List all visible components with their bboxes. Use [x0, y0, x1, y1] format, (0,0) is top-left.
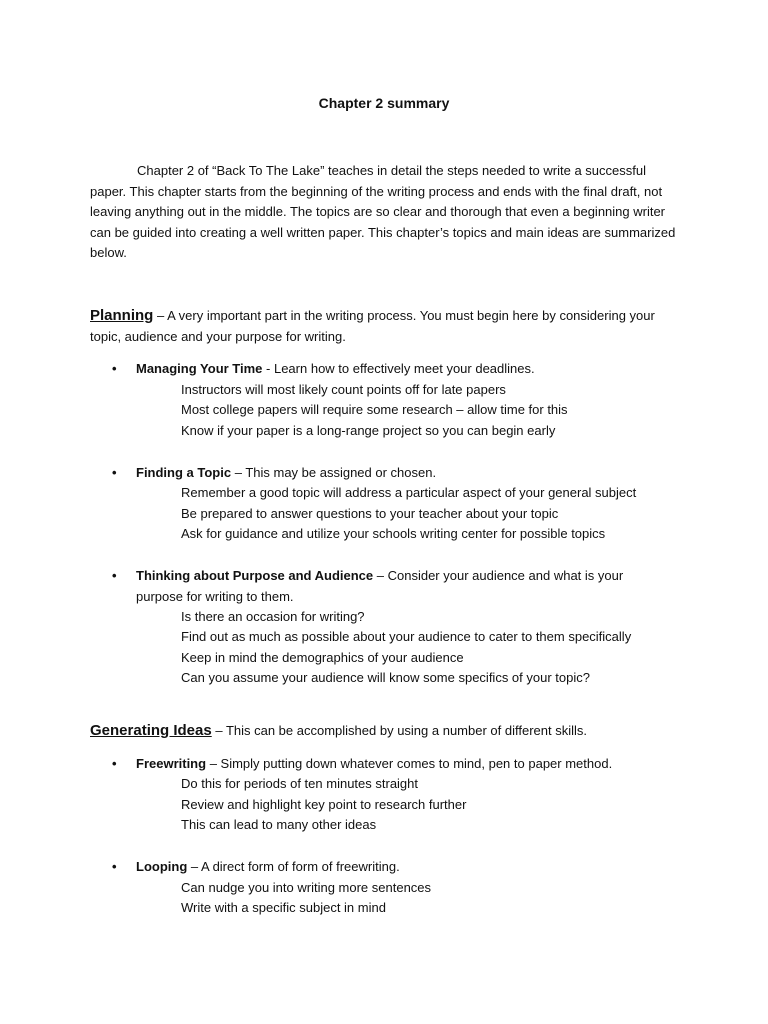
sub-item: Find out as much as possible about your audience to cater to them specifically: [181, 629, 632, 644]
sub-item: This can lead to many other ideas: [181, 817, 377, 832]
bullet-text: – Consider your audience and what is your purpose for writing to them.: [136, 568, 624, 604]
sub-item: Review and highlight key point to research further: [181, 797, 467, 812]
bullet-item: [112, 359, 672, 380]
sub-item: Write with a specific subject in mind: [181, 900, 386, 915]
sub-item: Instructors will most likely count points off for late papers: [181, 382, 506, 397]
sub-item: Ask for guidance and utilize your schools writing center for possible topics: [181, 526, 606, 541]
bullet-label: Finding a Topic: [136, 465, 232, 480]
bullet-label: Thinking about Purpose and Audience: [136, 568, 374, 583]
section-description: – A very important part in the writing process. You must begin here by considering your topic, audience and your purpose for writing.: [90, 308, 655, 344]
bullet-text: – A direct form of form of freewriting.: [187, 859, 400, 874]
sub-item: Is there an occasion for writing?: [181, 609, 365, 624]
bullet-item: [112, 566, 672, 607]
sub-item: Most college papers will require some research – allow time for this: [181, 402, 568, 417]
sub-item: Keep in mind the demographics of your audience: [181, 650, 464, 665]
sub-item: Know if your paper is a long-range project so you can begin early: [181, 423, 556, 438]
bullet-label: Looping: [136, 859, 188, 874]
section-heading: Planning: [90, 307, 154, 324]
bullet-icon: •: [112, 756, 117, 771]
bullet-text: - Learn how to effectively meet your deadlines.: [262, 361, 535, 376]
bullet-icon: •: [112, 465, 117, 480]
bullet-label: Freewriting: [136, 756, 207, 771]
sub-item: Can nudge you into writing more sentences: [181, 880, 432, 895]
bullet-item: [112, 857, 672, 878]
bullet-label: Managing Your Time: [136, 361, 263, 376]
section-generating-ideas: [90, 721, 680, 742]
bullet-item: [112, 463, 672, 484]
section-planning: [90, 306, 680, 347]
sub-item: Can you assume your audience will know some specifics of your topic?: [181, 670, 590, 685]
bullet-icon: •: [112, 361, 117, 376]
bullet-item: [112, 754, 672, 775]
bullet-text: – This may be assigned or chosen.: [231, 465, 437, 480]
intro-paragraph: Chapter 2 of “Back To The Lake” teaches in detail the steps needed to write a successful paper. This chapter starts from the beginning of the writing process and ends with the final draft, not leaving anything out in the middle. The topics are so clear and thorough that even a beginning writer can be guided into creating a well written paper. This chapter’s topics and main ideas are summarized below.: [90, 163, 676, 261]
sub-item: Do this for periods of ten minutes straight: [181, 776, 419, 791]
section-description: – This can be accomplished by using a number of different skills.: [211, 723, 587, 738]
bullet-text: – Simply putting down whatever comes to mind, pen to paper method.: [206, 756, 613, 771]
sub-item: Be prepared to answer questions to your teacher about your topic: [181, 506, 559, 521]
bullet-icon: •: [112, 859, 117, 874]
page-title: Chapter 2 summary: [318, 95, 450, 111]
bullet-icon: •: [112, 568, 117, 583]
section-heading: Generating Ideas: [90, 722, 212, 739]
sub-item: Remember a good topic will address a particular aspect of your general subject: [181, 485, 637, 500]
